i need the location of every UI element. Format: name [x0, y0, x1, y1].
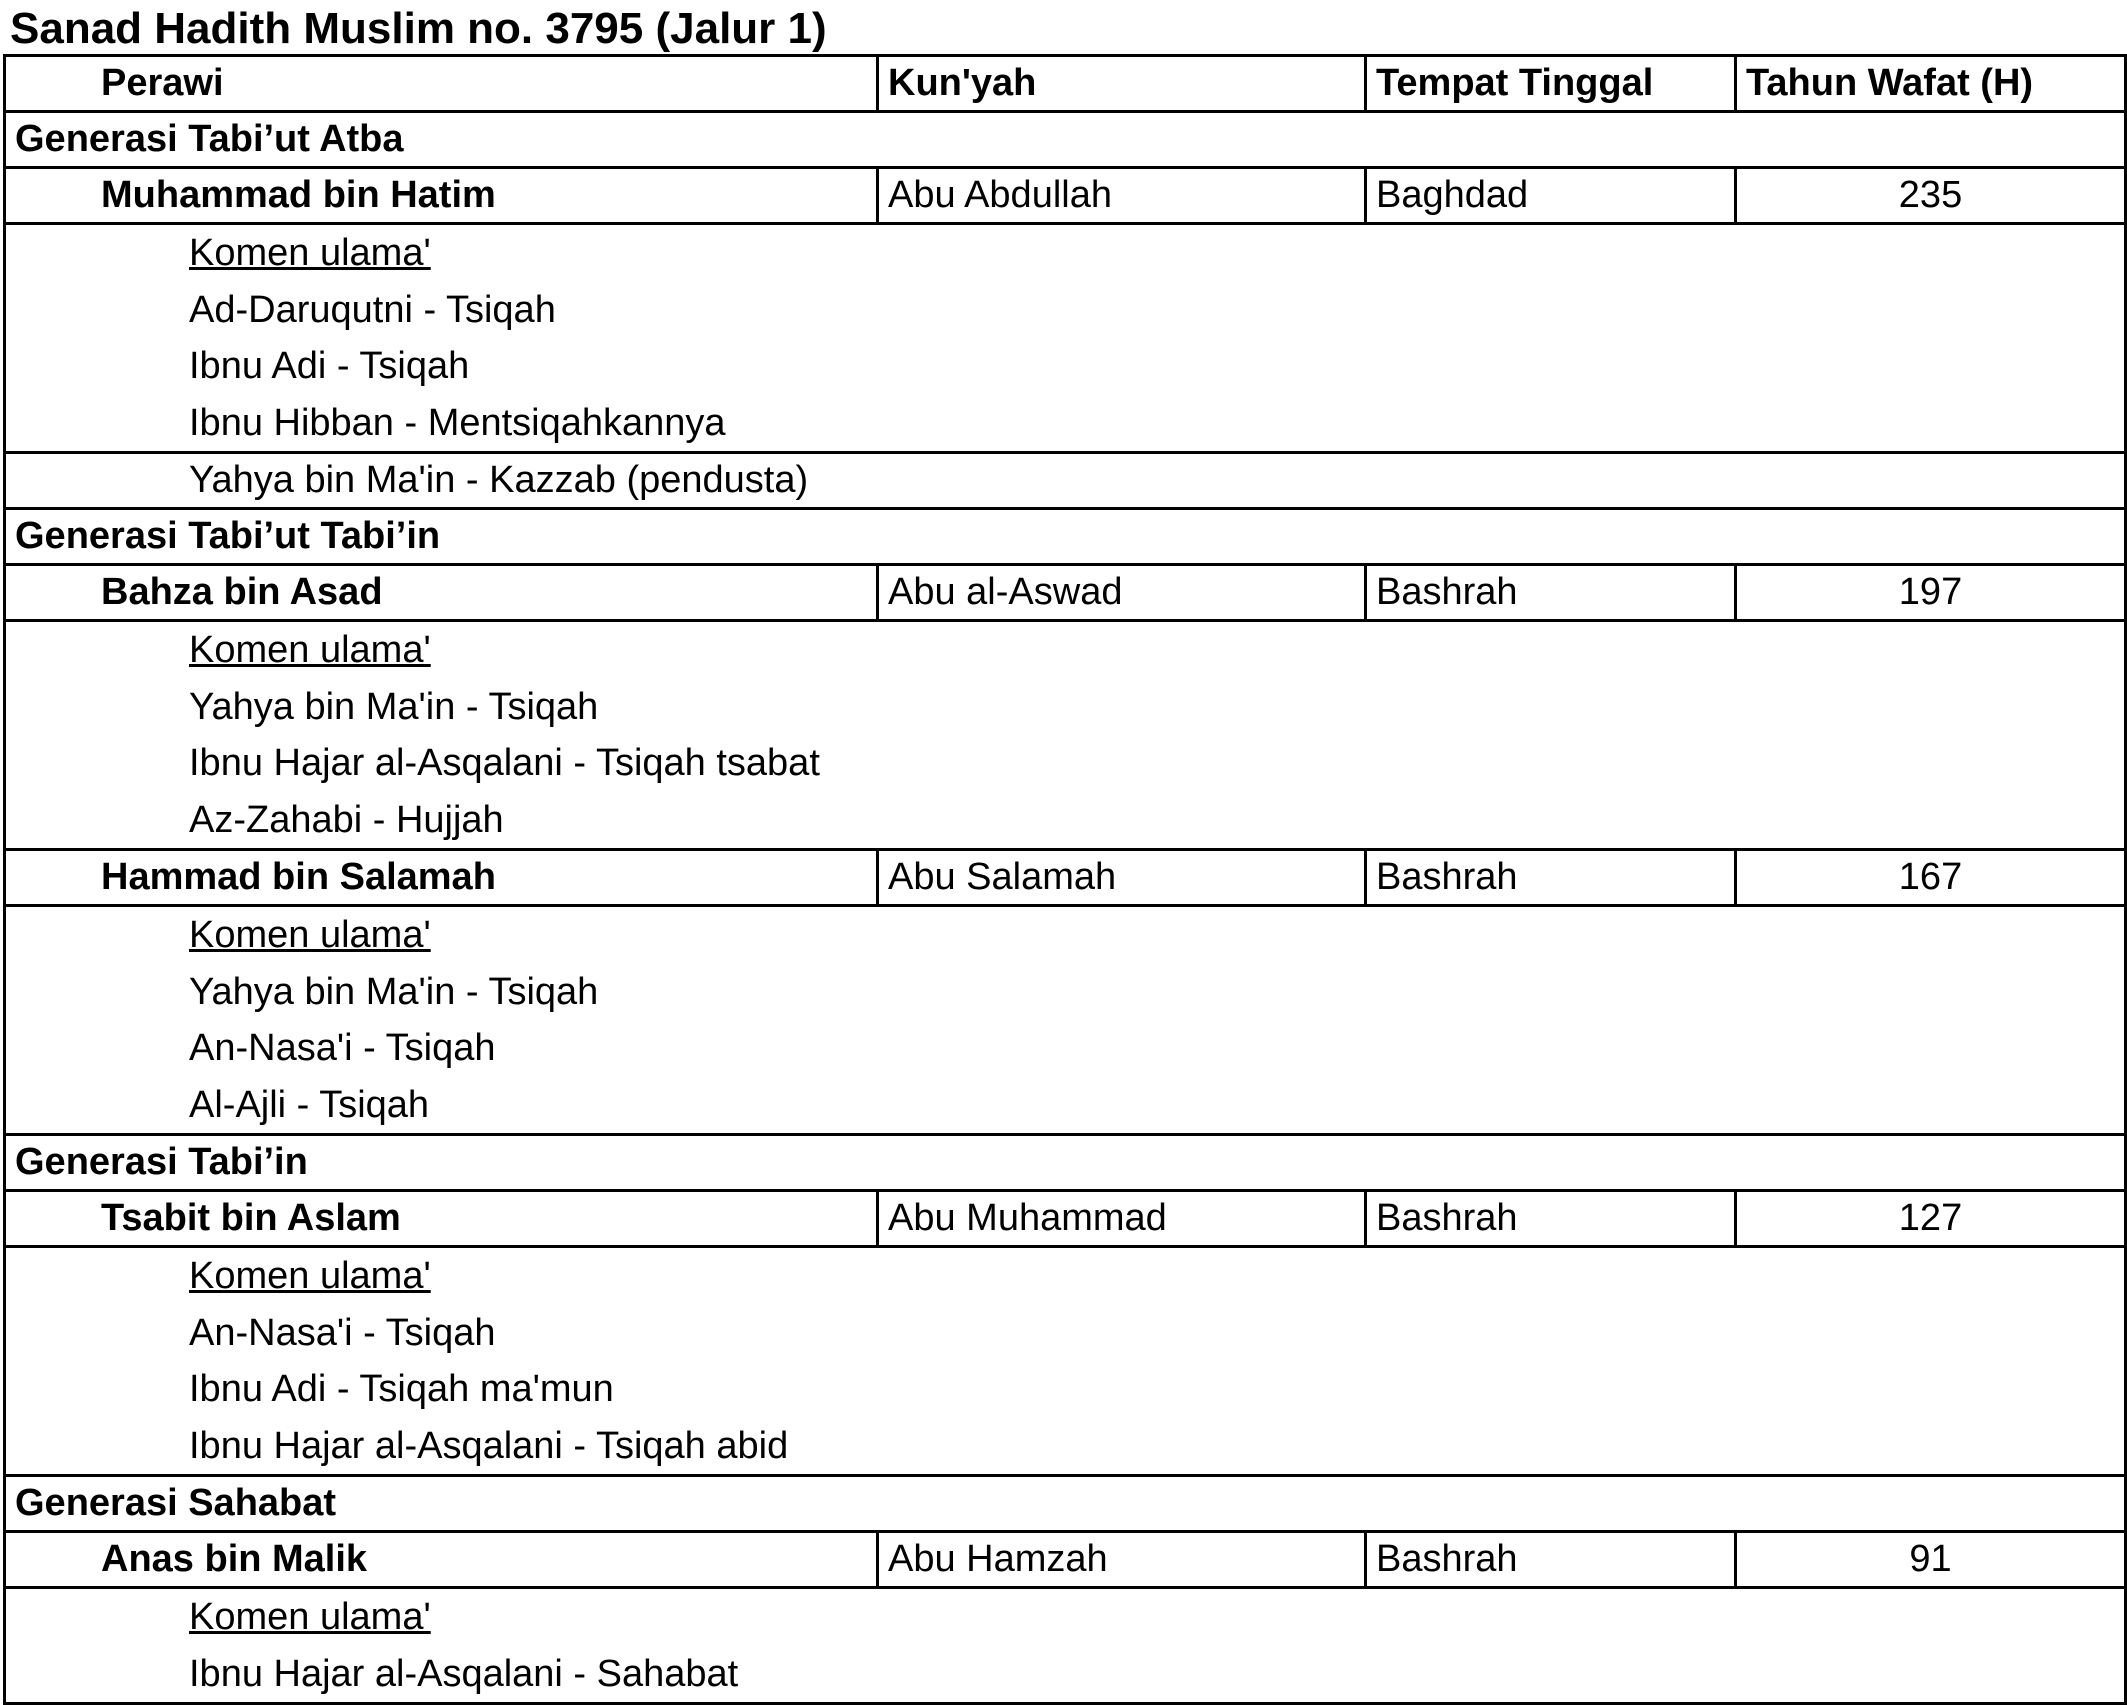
narrator-tahun-wafat[interactable]: 127	[1736, 1191, 2126, 1247]
narrator-tempat-tinggal[interactable]: Bashrah	[1366, 565, 1736, 621]
narrator-tahun-wafat[interactable]: 91	[1736, 1532, 2126, 1588]
generation-label[interactable]: Generasi Sahabat	[5, 1476, 2126, 1532]
sheet-title: Sanad Hadith Muslim no. 3795 (Jalur 1)	[10, 4, 827, 53]
scholar-comment[interactable]: Yahya bin Ma'in - Kazzab (pendusta)	[5, 453, 2126, 509]
generation-row	[5, 1135, 2126, 1191]
generation-label[interactable]: Generasi Tabi’in	[5, 1135, 2126, 1191]
narrator-tahun-wafat[interactable]: 167	[1736, 850, 2126, 906]
narrator-tahun-wafat[interactable]: 235	[1736, 168, 2126, 224]
header-perawi[interactable]: Perawi	[5, 56, 878, 112]
generation-row	[5, 112, 2126, 168]
comments-row	[5, 1247, 2126, 1476]
scholar-comment: Ibnu Hajar al-Asqalani - Tsiqah abid	[189, 1424, 789, 1467]
narrator-tempat-tinggal[interactable]: Bashrah	[1366, 850, 1736, 906]
scholar-comment: Al-Ajli - Tsiqah	[189, 1083, 430, 1126]
scholar-comment: Ibnu Hibban - Mentsiqahkannya	[189, 401, 726, 444]
narrator-row	[5, 1191, 2126, 1247]
generation-row	[5, 1476, 2126, 1532]
generation-label[interactable]: Generasi Tabi’ut Atba	[5, 112, 2126, 168]
narrator-name[interactable]: Hammad bin Salamah	[5, 850, 878, 906]
narrator-name[interactable]: Anas bin Malik	[5, 1532, 878, 1588]
scholar-comment: Ibnu Hajar al-Asqalani - Sahabat	[189, 1652, 739, 1695]
narrator-row	[5, 850, 2126, 906]
scholar-comment: Ibnu Hajar al-Asqalani - Tsiqah tsabat	[189, 742, 820, 784]
narrator-name[interactable]: Tsabit bin Aslam	[5, 1191, 878, 1247]
narrator-kunyah[interactable]: Abu Muhammad	[878, 1191, 1366, 1247]
header-tempat-tinggal[interactable]: Tempat Tinggal	[1366, 56, 1736, 112]
narrator-kunyah[interactable]: Abu Abdullah	[878, 168, 1366, 224]
scholar-comment: Ibnu Adi - Tsiqah ma'mun	[189, 1368, 614, 1410]
comments-cell[interactable]	[5, 224, 2126, 453]
comments-row	[5, 1588, 2126, 1704]
scholar-comment: Yahya bin Ma'in - Tsiqah	[189, 685, 599, 728]
comments-row	[5, 621, 2126, 850]
narrator-row	[5, 1532, 2126, 1588]
scholar-comment: Ad-Daruqutni - Tsiqah	[189, 288, 556, 331]
comments-heading: Komen ulama'	[189, 232, 431, 274]
comments-cell[interactable]	[5, 906, 2126, 1135]
scholar-comment: Yahya bin Ma'in - Tsiqah	[189, 970, 599, 1013]
generation-label[interactable]: Generasi Tabi’ut Tabi’in	[5, 509, 2126, 565]
comments-cell[interactable]	[5, 1247, 2126, 1476]
sanad-table-body	[5, 56, 2126, 1704]
extra-comment-row	[5, 453, 2126, 509]
comments-cell[interactable]	[5, 1588, 2126, 1704]
comments-row	[5, 224, 2126, 453]
narrator-name[interactable]: Bahza bin Asad	[5, 565, 878, 621]
narrator-tahun-wafat[interactable]: 197	[1736, 565, 2126, 621]
narrator-kunyah[interactable]: Abu Hamzah	[878, 1532, 1366, 1588]
scholar-comment: Az-Zahabi - Hujjah	[189, 798, 504, 841]
generation-row	[5, 509, 2126, 565]
comments-row	[5, 906, 2126, 1135]
narrator-row	[5, 565, 2126, 621]
narrator-tempat-tinggal[interactable]: Bashrah	[1366, 1532, 1736, 1588]
narrator-kunyah[interactable]: Abu Salamah	[878, 850, 1366, 906]
comments-heading: Komen ulama'	[189, 629, 431, 671]
narrator-tempat-tinggal[interactable]: Bashrah	[1366, 1191, 1736, 1247]
scholar-comment: Ibnu Adi - Tsiqah	[189, 345, 470, 387]
comments-heading: Komen ulama'	[189, 914, 431, 956]
sanad-table	[3, 54, 2127, 1705]
narrator-tempat-tinggal[interactable]: Baghdad	[1366, 168, 1736, 224]
scholar-comment: An-Nasa'i - Tsiqah	[189, 1027, 496, 1069]
narrator-row	[5, 168, 2126, 224]
header-tahun-wafat[interactable]: Tahun Wafat (H)	[1736, 56, 2126, 112]
header-kunyah[interactable]: Kun'yah	[878, 56, 1366, 112]
header-row	[5, 56, 2126, 112]
comments-cell[interactable]	[5, 621, 2126, 850]
comments-heading: Komen ulama'	[189, 1596, 431, 1638]
narrator-name[interactable]: Muhammad bin Hatim	[5, 168, 878, 224]
comments-heading: Komen ulama'	[189, 1255, 431, 1297]
scholar-comment: An-Nasa'i - Tsiqah	[189, 1311, 496, 1354]
narrator-kunyah[interactable]: Abu al-Aswad	[878, 565, 1366, 621]
